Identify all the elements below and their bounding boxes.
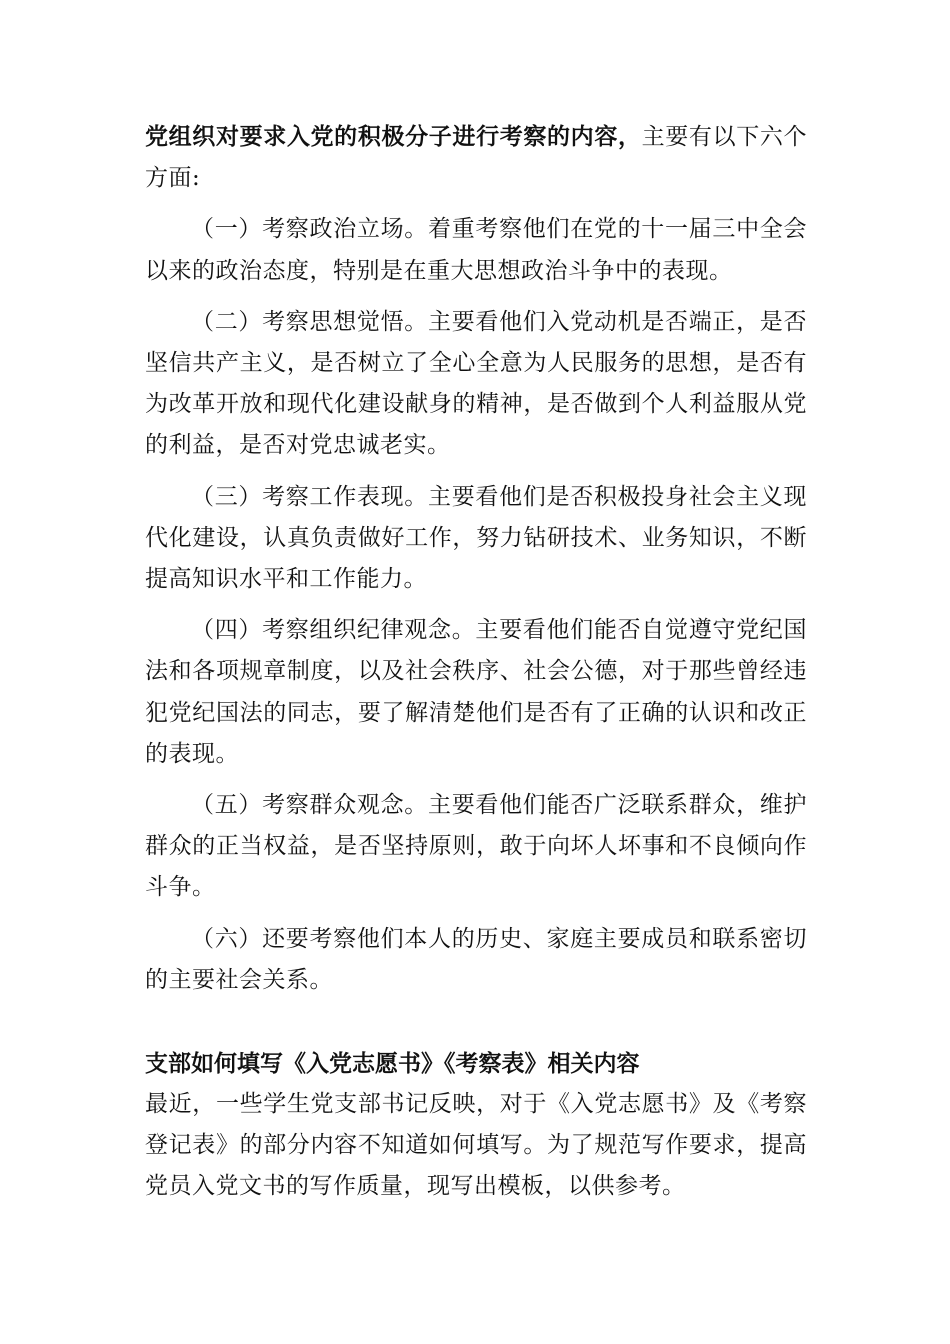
section1-item-6: （六）还要考察他们本人的历史、家庭主要成员和联系密切的主要社会关系。 <box>145 925 807 993</box>
section2-body: 最近，一些学生党支部书记反映，对于《入党志愿书》及《考察登记表》的部分内容不知道如何填写。为了规范写作要求，提高党员入党文书的写作质量，现写出模板，以供参考。 <box>145 1091 807 1200</box>
section1-item-4: （四）考察组织纪律观念。主要看他们能否自觉遵守党纪国法和各项规章制度，以及社会秩序、社会公德，对于那些曾经违犯党纪国法的同志，要了解清楚他们是否有了正确的认识和改正的表现。 <box>145 617 807 767</box>
section1-item-3: （三）考察工作表现。主要看他们是否积极投身社会主义现代化建设，认真负责做好工作，努力钻研技术、业务知识，不断提高知识水平和工作能力。 <box>145 483 807 593</box>
section2-heading: 支部如何填写《入党志愿书》《考察表》相关内容 <box>145 1050 640 1078</box>
section1-item-5: （五）考察群众观念。主要看他们能否广泛联系群众，维护群众的正当权益，是否坚持原则，敢于向坏人坏事和不良倾向作斗争。 <box>145 792 807 901</box>
section1-intro <box>145 116 807 199</box>
section1-item-1: （一）考察政治立场。着重考察他们在党的十一届三中全会以来的政治态度，特别是在重大思想政治斗争中的表现。 <box>145 216 807 284</box>
section1-heading-rest: 主要有以下六个方面: <box>145 124 808 192</box>
section1-item-2: （二）考察思想觉悟。主要看他们入党动机是否端正，是否坚信共产主义，是否树立了全心全意为人民服务的思想，是否有为改革开放和现代化建设献身的精神，是否做到个人利益服从党的利益，是否对党忠诚老实。 <box>145 308 807 459</box>
document-content <box>145 116 807 1208</box>
section1-heading: 党组织对要求入党的积极分子进行考察的内容， <box>145 123 642 150</box>
